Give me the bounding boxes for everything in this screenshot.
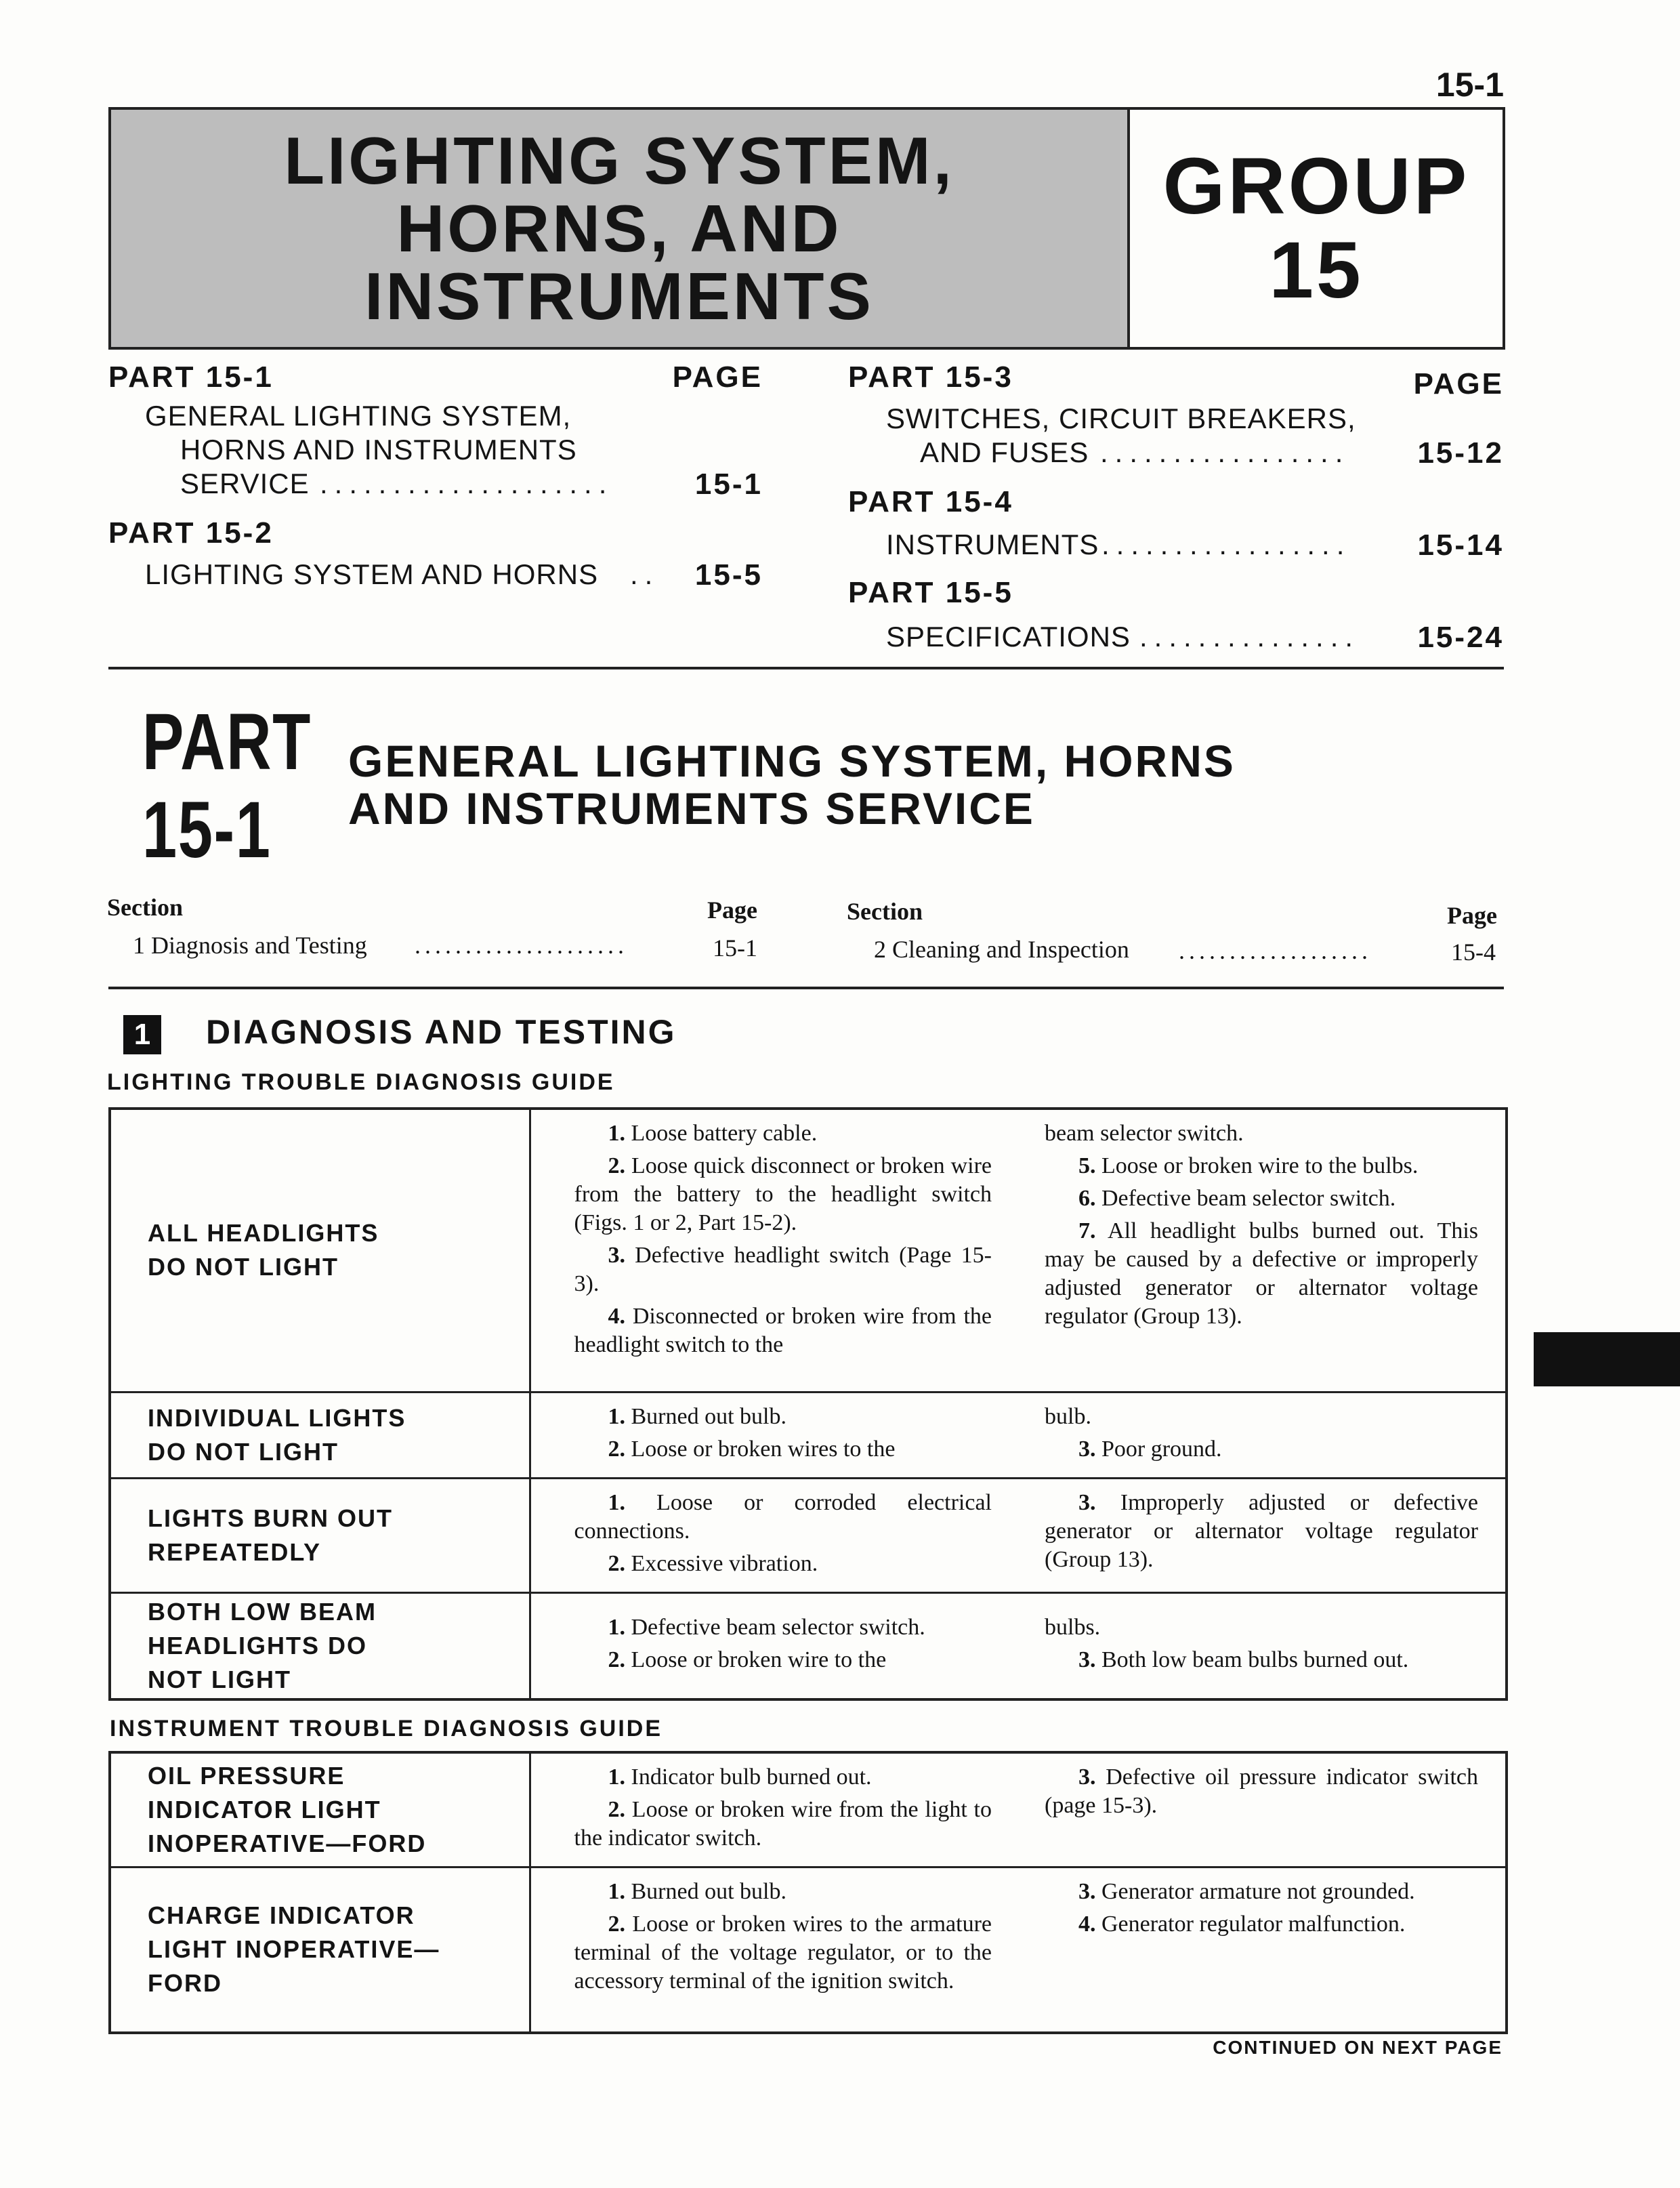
- section-index-page-heading: Page: [1447, 902, 1497, 929]
- condition-label: LIGHTS BURN OUT: [148, 1504, 393, 1532]
- cause-list-1: [530, 1592, 1017, 1699]
- group-number: 15: [1269, 226, 1364, 315]
- group-title-line: HORNS, AND: [396, 191, 842, 266]
- condition-cell: [110, 1592, 530, 1699]
- section-title: DIAGNOSIS AND TESTING: [206, 1013, 677, 1051]
- table-row: [110, 1752, 1507, 1867]
- group-header: [108, 107, 1505, 350]
- list-item: bulb.: [1045, 1403, 1091, 1429]
- list-item: 3. Improperly adjusted or defective generator or alternator voltage regulator (Group 13).: [1045, 1489, 1479, 1572]
- list-item: 1. Burned out bulb.: [608, 1879, 786, 1904]
- list-item: 3. Generator armature not grounded.: [1078, 1879, 1415, 1904]
- list-item: 1. Loose battery cable.: [608, 1121, 818, 1146]
- condition-label: DO NOT LIGHT: [148, 1437, 339, 1466]
- section-index-page-heading: Page: [707, 896, 757, 924]
- list-item: 4. Generator regulator malfunction.: [1078, 1912, 1406, 1937]
- list-item: 1. Defective beam selector switch.: [608, 1614, 925, 1640]
- list-item: 2. Loose or broken wires to the armature terminal of the voltage regulator, or to the accessory terminal of the ignition switch.: [574, 1912, 992, 1994]
- cause-list-2: [1017, 1867, 1507, 2033]
- condition-cell: [110, 1392, 530, 1478]
- list-item: 3. Poor ground.: [1078, 1436, 1222, 1462]
- toc-entry-line: INSTRUMENTS: [886, 529, 1099, 560]
- table-row: [110, 1478, 1507, 1592]
- toc-page-link[interactable]: 15-14: [1417, 529, 1504, 562]
- section-index-heading: Section: [847, 898, 923, 925]
- toc-page-heading: PAGE: [1413, 367, 1504, 400]
- list-item: 3. Defective oil pressure indicator switch (page 15-3).: [1045, 1764, 1478, 1818]
- toc-entry-line: LIGHTING SYSTEM AND HORNS: [145, 558, 599, 590]
- toc-page-link[interactable]: 15-12: [1417, 436, 1504, 470]
- condition-label: HEADLIGHTS DO: [148, 1631, 368, 1659]
- lighting-guide-title: LIGHTING TROUBLE DIAGNOSIS GUIDE: [107, 1069, 615, 1095]
- section-edge-tab: [1534, 1332, 1680, 1386]
- section-number-badge: 1: [123, 1015, 161, 1054]
- condition-cell: [110, 1867, 530, 2033]
- toc-part-heading: PART 15-3: [848, 360, 1013, 394]
- instrument-guide-title: INSTRUMENT TROUBLE DIAGNOSIS GUIDE: [110, 1716, 663, 1741]
- toc-entry-line: SWITCHES, CIRCUIT BREAKERS,: [886, 402, 1356, 434]
- cause-list-2: [1017, 1752, 1507, 1867]
- toc-entry-line: GENERAL LIGHTING SYSTEM,: [145, 400, 572, 432]
- condition-label: ALL HEADLIGHTS: [148, 1219, 379, 1247]
- part-number: 15-1: [142, 785, 272, 875]
- group-title-line: INSTRUMENTS: [364, 259, 874, 333]
- condition-label: BOTH LOW BEAM: [148, 1597, 377, 1626]
- toc-part-heading: PART 15-5: [848, 576, 1013, 609]
- group-label: GROUP: [1162, 142, 1470, 231]
- cause-list-2: [1017, 1478, 1507, 1592]
- toc-leader: ....................: [320, 468, 614, 499]
- condition-label: DO NOT LIGHT: [148, 1253, 339, 1281]
- list-item: 2. Loose or broken wire to the: [608, 1647, 887, 1672]
- toc-page-link[interactable]: 15-5: [694, 558, 763, 592]
- group-title-line: LIGHTING SYSTEM,: [284, 123, 954, 198]
- section-index-page: 15-1: [713, 934, 757, 962]
- list-item: 1. Loose or corroded electrical connections.: [574, 1489, 992, 1544]
- condition-label: INDICATOR LIGHT: [148, 1796, 381, 1823]
- list-item: 7. All headlight bulbs burned out. This may be caused by a defective or improperly adjusted generator or alternator voltage regulator (Group 13).: [1045, 1218, 1478, 1329]
- condition-label: LIGHT INOPERATIVE—: [148, 1935, 440, 1964]
- part-title-line: AND INSTRUMENTS SERVICE: [348, 783, 1035, 833]
- toc-entry-line: AND FUSES: [920, 436, 1089, 468]
- cause-list-2: [1017, 1392, 1507, 1478]
- list-item: 3. Defective headlight switch (Page 15-3).: [574, 1243, 992, 1296]
- cause-list-2: [1017, 1109, 1507, 1392]
- group-title-cell: [111, 110, 1130, 347]
- continued-note: CONTINUED ON NEXT PAGE: [1213, 2037, 1503, 2058]
- condition-label: REPEATEDLY: [148, 1537, 322, 1566]
- toc-part-heading: PART 15-4: [848, 485, 1013, 518]
- toc-leader: ..: [630, 558, 660, 590]
- condition-cell: [110, 1478, 530, 1592]
- divider: [108, 987, 1504, 989]
- condition-label: INOPERATIVE—FORD: [148, 1830, 427, 1857]
- list-item: 2. Loose quick disconnect or broken wire from the battery to the headlight switch (Figs. 1 or 2, Part 15-2).: [574, 1153, 992, 1235]
- condition-label: NOT LIGHT: [148, 1665, 291, 1693]
- condition-cell: [110, 1109, 530, 1392]
- list-item: 4. Disconnected or broken wire from the headlight switch to the: [574, 1304, 992, 1357]
- list-item: 6. Defective beam selector switch.: [1078, 1186, 1396, 1211]
- list-item: 3. Both low beam bulbs burned out.: [1078, 1647, 1409, 1672]
- cause-list-1: [530, 1752, 1017, 1867]
- section-index-leader: .....................: [415, 932, 628, 959]
- section-index-entry[interactable]: 2 Cleaning and Inspection: [874, 936, 1129, 963]
- condition-label: CHARGE INDICATOR: [148, 1901, 415, 1930]
- toc-part-heading: PART 15-1: [108, 360, 274, 394]
- condition-label: FORD: [148, 1969, 222, 1998]
- instrument-diagnosis-table: [108, 1751, 1508, 2034]
- part-word: PART: [142, 697, 312, 787]
- condition-label: INDIVIDUAL LIGHTS: [148, 1403, 406, 1432]
- condition-cell: [110, 1752, 530, 1867]
- list-item: 2. Loose or broken wire from the light to the indicator switch.: [574, 1797, 992, 1851]
- list-item: 5. Loose or broken wire to the bulbs.: [1078, 1153, 1419, 1178]
- list-item: bulbs.: [1045, 1614, 1101, 1640]
- list-item: beam selector switch.: [1045, 1121, 1244, 1146]
- list-item: 1. Burned out bulb.: [608, 1403, 786, 1429]
- table-row: [110, 1867, 1507, 2033]
- page-number: 15-1: [1435, 66, 1504, 104]
- list-item: 1. Indicator bulb burned out.: [608, 1764, 872, 1790]
- section-index-page: 15-4: [1451, 938, 1496, 966]
- cause-list-2: [1017, 1592, 1507, 1699]
- toc-entry-line: SPECIFICATIONS: [886, 621, 1131, 653]
- table-row: [110, 1392, 1507, 1478]
- cause-list-1: [530, 1392, 1017, 1478]
- toc-leader: ...............: [1139, 621, 1360, 653]
- cause-list-1: [530, 1478, 1017, 1592]
- list-item: 2. Loose or broken wires to the: [608, 1436, 896, 1462]
- toc-leader: .................: [1101, 529, 1351, 560]
- table-row: [110, 1109, 1507, 1392]
- cause-list-1: [530, 1867, 1017, 2033]
- section-index-leader: ...................: [1179, 937, 1372, 964]
- section-index-heading: Section: [107, 894, 183, 921]
- toc-page-link[interactable]: 15-1: [694, 468, 763, 501]
- toc-page-heading: PAGE: [672, 360, 763, 394]
- condition-label: OIL PRESSURE: [148, 1762, 345, 1790]
- divider: [108, 667, 1504, 669]
- cause-list-1: [530, 1109, 1017, 1392]
- section-index-entry[interactable]: 1 Diagnosis and Testing: [133, 932, 367, 959]
- group-number-cell: [1130, 110, 1503, 347]
- part-title-line: GENERAL LIGHTING SYSTEM, HORNS: [348, 736, 1236, 786]
- toc-entry-line: SERVICE: [180, 468, 310, 499]
- toc-entry-line: HORNS AND INSTRUMENTS: [180, 434, 577, 466]
- toc-part-heading: PART 15-2: [108, 516, 274, 550]
- lighting-diagnosis-table: [108, 1107, 1508, 1701]
- toc-page-link[interactable]: 15-24: [1417, 621, 1504, 654]
- toc-leader: .................: [1100, 436, 1350, 468]
- list-item: 2. Excessive vibration.: [608, 1550, 818, 1576]
- table-row: [110, 1592, 1507, 1699]
